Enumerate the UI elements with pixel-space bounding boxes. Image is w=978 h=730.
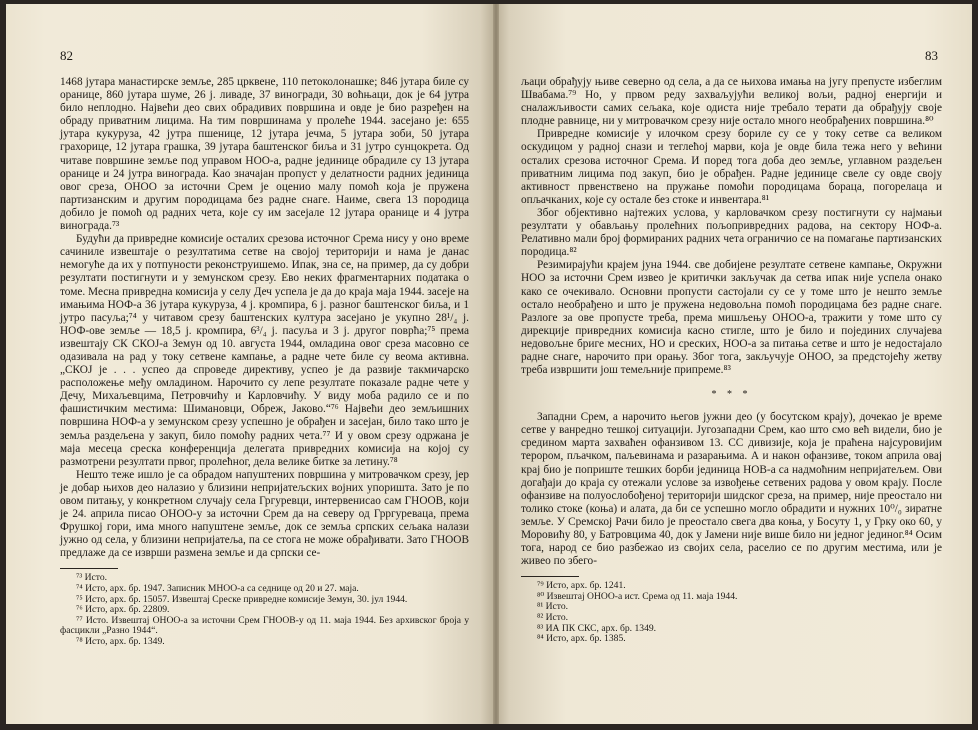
footnote-divider — [60, 568, 118, 569]
left-page — [6, 4, 495, 724]
footnote: ⁷⁹ Исто, арх. бр. 1241. — [537, 580, 626, 592]
footnote: ⁷⁵ Исто, арх. бр. 15057. Извештај Среске привредне комисије Земун, 30. јул 1944. — [76, 593, 408, 605]
footnote: ⁷⁷ Исто. Извештај ОНОО-а за источни Срем ГНООВ-у од 11. маја 1944. Без архивског броја у фасцикли „Разно 1944“. — [60, 614, 469, 637]
body-text — [60, 76, 469, 560]
footnote: ⁷⁸ Исто, арх. бр. 1349. — [76, 636, 165, 648]
paragraph: Будући да привредне комисије осталих срезова источног Срема нису у оно време сачиниле извештаје о резултатима сетве на својој територији и нама је данас немогуће да их у потпуности реконструишемо. Ипак, зна се, на пример, да су добри резултати постигнути и у земунском срезу. Ево неких фрагментарних података о томе. Месна привредна комисија у селу Деч успела је да до краја маја 1944. засеје на имањима НОФ-а 36 јутара кукуруза, 4 ј. кромпира, 6 ј. разног баштенског биља, и 1 јутро пасуља;⁷⁴ у читавом срезу баштенских култура засејано је укупно 28¹/₄ ј. НОФ-ове земље — 18,5 ј. кромпира, 6³/₄ ј. пасуља и 3 ј. другог поврћа;⁷⁵ према извештају СК СКОЈ-а Земун од 10. августа 1944, омладина овог среза масовно се одазивала на рад у току сетвене кампање, а радне чете биле су веома активна. „СКОЈ је . . . успео да спроведе директиву, успео је да развије такмичарско расположење међу омладином. Нарочито су лепе резултате показале радне чете у Дечу, Михаљевцима, Петровчићу и Карловчићу. У виду моба радило се и по фашистичким местима: Шимановци, Обреж, Јаково.“⁷⁶ Највећи део земљишних површина НОФ-а у земунском срезу успешно је обрађен и засејан, било тако што је земља раздељена у закуп, било помоћу радних чета.⁷⁷ И у овом срезу одржана је маја месеца среска конференција делегата привредних комисија на којој су размотрени резултати првог, пролећног, дела велике битке за летину.⁷⁸ — [60, 233, 469, 468]
footnote: ⁸⁴ Исто, арх. бр. 1385. — [537, 633, 626, 645]
paragraph: љаци обрађују њиве северно од села, а да се њихова имања на југу препусте избеглим Швабама.⁷⁹ Но, у првом реду захваљујући великој вољи, радној енергији и сналажљивости самих сељака, које одиста није требало терати да обрађују своје плодне равнице, ни у митровачком срезу није остало много необрађених површина.⁸⁰ — [521, 76, 942, 128]
book-spine — [493, 4, 499, 724]
paragraph: Због објективно најтежих услова, у карловачком срезу постигнути су најмањи резултати у обављању пролећних пољопривредних радова, на сектору НОФ-а. Релативно мали број формираних радних чета ограничио се на помагање партизанских породица.⁸² — [521, 206, 942, 259]
footnote: ⁷⁶ Исто, арх. бр. 22809. — [76, 604, 170, 616]
paragraph: Западни Срем, а нарочито његов јужни део (у босутском крају), дочекао је време сетве у ванредно тешкој ситуацији. Југозападни Срем, као што смо већ видели, био је средином марта захваћен офанзивом 13. СС дивизије, која је праћена најсуровијим терором, пљачком, паљевинама и разарањима. А и након офанзиве, током априла овај крај био је поприште тешких борби јединица НОВ-а са надмоћним непријатељем. Ови догађаји до краја су отежали услове за извођење сетвених радова у овом крају. После офанзиве на полуослобођеној територији шидског среза, на пример, није преостало ни толико стоке (коња) и алата, да би се успешно могло обрадити и нужних 10⁰/₀ зиратне земље. У Сремској Рачи било је преостало свега два коња, у Босуту 1, у Грку око 60, у Моровићу 80, у Батровцима 40, док у Јамени није више било ни једног јединог.⁸⁴ Осим тога, народ се био разбежао из својих села, раселио се по другим местима, или је живео по збего- — [521, 411, 942, 568]
right-page — [495, 4, 972, 724]
footnote: ⁸² Исто. — [537, 612, 569, 624]
paragraph: Нешто теже ишло је са обрадом напуштених површина у митровачком срезу, јер је добар њихов део налазио у близини непријатељских војних упоришта. Зато је по овом питању, у конкретном случају села Гргуревци, интервенисао сам ГНООВ, који је 24. априла писао ОНОО-у за источни Срем да на северу од Грргуреваца, према Фрушкој гори, има много напуштене земље, док се земља српских сељака налази јужно од села, у близини непријатеља, па се стога не може обрађивати. Зато ГНООВ предлаже да се изврши размена земље и да српски се- — [60, 468, 469, 560]
book-spread — [6, 4, 972, 724]
footnote: ⁸⁰ Извештај ОНОО-а ист. Срема од 11. маја 1944. — [537, 590, 738, 602]
paragraph: Резимирајући крајем јуна 1944. све добијене резултате сетвене кампање, Окружни НОО за источни Срем извео је критички закључак да сетва ипак није успела онако како се очекивало. Основни пропусти састојали су се у томе што је нешто земље остало необрађено и што је пружена недовољна помоћ породицама без радне снаге. Разлоге за ове пропусте треба, према мишљењу ОНОО-а, тражити у томе што су дирекције привредних комисија касно стигле, што је било и појединих случајева недовољне бриге месних, НО и среских, НОО-а за питања сетве и што је недостајало радне снаге, нарочито при орању. Због тога, закључује ОНОО, за предстојећу жетву треба извршити још темељније припреме.⁸³ — [521, 259, 942, 377]
page-number: 82 — [60, 48, 73, 63]
footnote: ⁷³ Исто. — [76, 572, 108, 584]
footnotes — [60, 573, 469, 647]
paragraph: Привредне комисије у илочком срезу бориле су се у току сетве са великом оскудицом у радној снази и теглећој марви, која је овде била тежа него у већини осталих срезова источног Срема. И поред тога доба део земље, углавном раздељен приватним лицима под закуп, био је обрађен. Радне јединице свеле су овде своју активност првенствено на пружање помоћи породицама бораца, погорелаца и опљачканих, које су остале без стоке и инвентара.⁸¹ — [521, 128, 942, 206]
footnote: ⁸¹ Исто. — [537, 601, 569, 613]
footnote-divider — [521, 576, 579, 577]
footnote: ⁸³ ИА ПК СКС, арх. бр. 1349. — [537, 622, 657, 634]
footnotes — [521, 581, 942, 645]
page-number: 83 — [925, 48, 938, 63]
footnote: ⁷⁴ Исто, арх. бр. 1947. Записник МНОО-а са седнице од 20 и 27. маја. — [76, 583, 359, 595]
body-text — [521, 76, 942, 568]
paragraph: 1468 јутара манастирске земље, 285 црквене, 110 петоколонашке; 846 јутара биле су оранице, 860 јутара шуме, 26 ј. ливаде, 37 виногради, 30 воћњаци, док је 64 јутра било неплодно. Највећи део свих обрадивих површина и овде је био разређен на обраду приватним лицима. На тим површинама у пролеће 1944. засејано је: 655 јутара кукуруза, 42 јутра пшенице, 12 јутара јечма, 5 јутара зоби, 50 јутара грахорице, 12 јутара грашка, 39 јутара баштенског биља и 31 јутро сунцокрета. Од читаве површине земље под управом НОО-а, радне јединице обрадиле су 13 јутара оранице и 24 јутра винограда. Као значајан пропуст у делатности радних јединица овог среза, ОНОО за источни Срем је оценио малу помоћ која је пружена партизанским и другим породицама без радне снаге. Наиме, свега 13 породица добило је помоћ од радних чета, које су им засејале 12 јутара оранице и 4 јутра винограда.⁷³ — [60, 76, 469, 233]
section-separator: * * * — [711, 389, 752, 401]
